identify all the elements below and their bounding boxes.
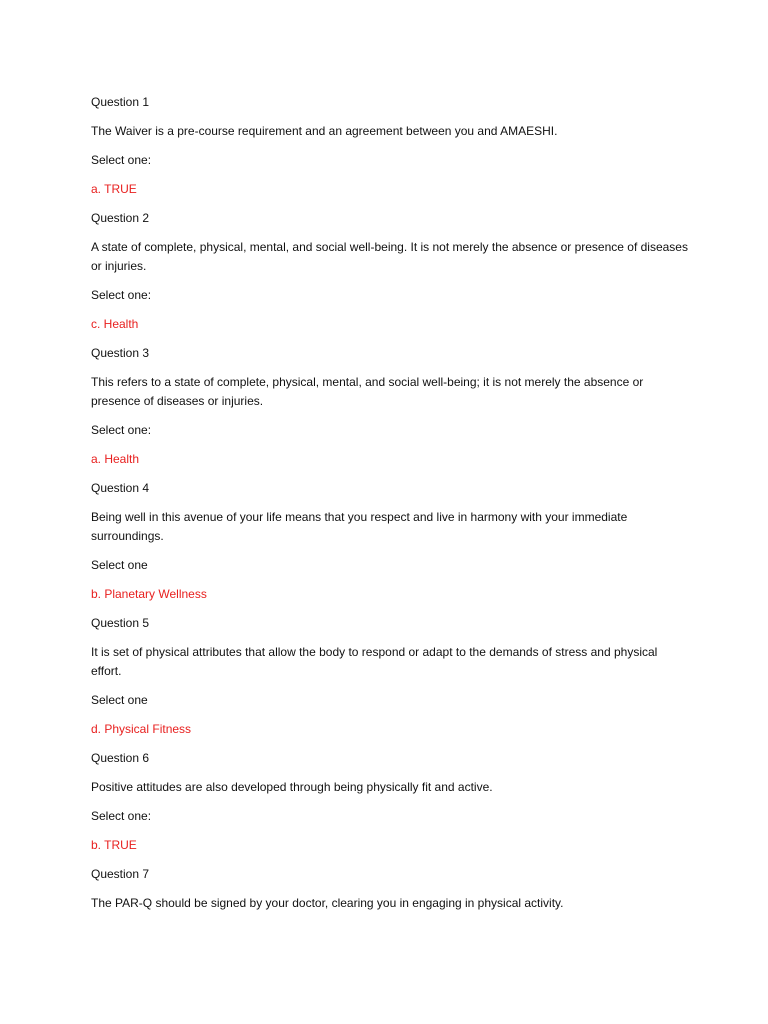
question-block-6 [91,749,691,855]
select-label: Select one: [91,153,152,167]
answer-text: b. TRUE [91,838,137,852]
question-text: Being well in this avenue of your life means that you respect and live in harmony with your immediate surroundings. [91,510,628,543]
select-label: Select one [91,693,148,707]
question-title: Question 6 [91,751,150,765]
question-title: Question 3 [91,346,150,360]
question-text: The Waiver is a pre-course requirement and an agreement between you and AMAESHI. [91,124,558,138]
question-title: Question 7 [91,867,150,881]
question-block-7 [91,865,691,913]
question-title: Question 1 [91,95,150,109]
select-label: Select one: [91,809,152,823]
question-text: Positive attitudes are also developed through being physically fit and active. [91,780,493,794]
question-text: The PAR-Q should be signed by your doctor, clearing you in engaging in physical activity. [91,896,564,910]
answer-text: a. TRUE [91,182,137,196]
question-title: Question 2 [91,211,150,225]
question-block-1 [91,93,691,199]
question-text: It is set of physical attributes that allow the body to respond or adapt to the demands of stress and physical effort. [91,645,658,678]
question-title: Question 5 [91,616,150,630]
question-block-2 [91,209,691,334]
select-label: Select one: [91,288,152,302]
select-label: Select one [91,558,148,572]
answer-text: a. Health [91,452,140,466]
quiz-document [91,93,691,923]
question-block-3 [91,344,691,469]
answer-text: c. Health [91,317,139,331]
question-text: This refers to a state of complete, physical, mental, and social well-being; it is not merely the absence or presence of diseases or injuries. [91,375,644,408]
question-title: Question 4 [91,481,150,495]
question-block-4 [91,479,691,604]
select-label: Select one: [91,423,152,437]
question-text: A state of complete, physical, mental, and social well-being. It is not merely the absence or presence of diseases or injuries. [91,240,688,273]
question-block-5 [91,614,691,739]
answer-text: d. Physical Fitness [91,722,192,736]
answer-text: b. Planetary Wellness [91,587,207,601]
